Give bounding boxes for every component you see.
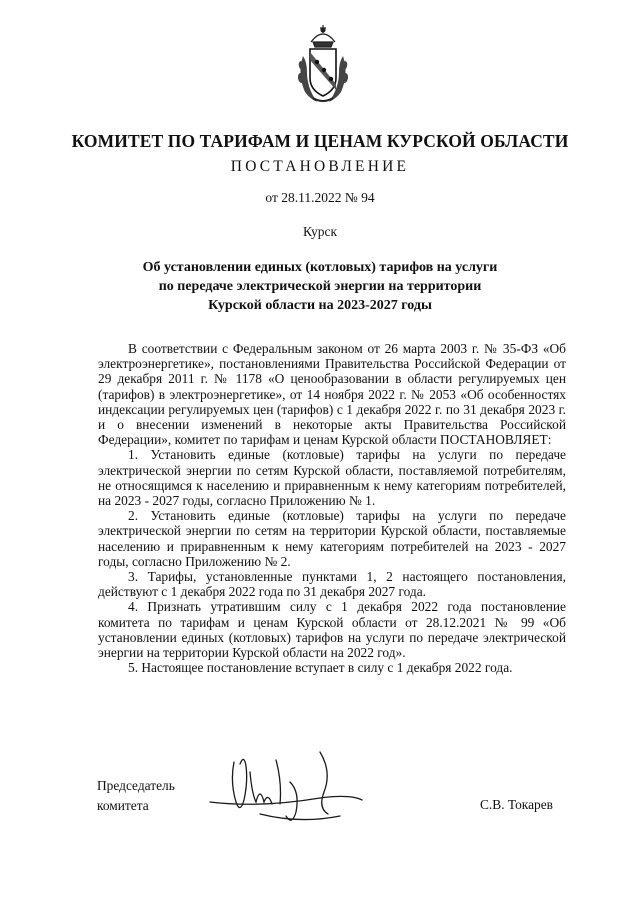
preamble-paragraph: В соответствии с Федеральным законом от 26 марта 2003 г. № 35-ФЗ «Об электроэнергетике», постановлениями Правительства Российской Федерации от 29 декабря 2011 г. № 1178 «О ценообразовании в области регулируемых цен (тарифов) в электроэнергетике», от 14 ноября 2022 г. № 2053 «Об особенностях индексации регулируемых цен (тарифов) с 1 декабря 2022 г. по 31 декабря 2023 г. и о внесении изменений в некоторые акты Правительства Российской Федерации», комитет по тарифам и ценам Курской области ПОСТАНОВЛЯЕТ: [98, 341, 566, 448]
document-date-number: от 28.11.2022 № 94 [265, 190, 375, 205]
signatory-position [97, 776, 175, 816]
document-body [98, 341, 566, 675]
document-title [0, 258, 640, 315]
signatory-position-line: Председатель [97, 778, 175, 793]
handwritten-signature-icon [200, 742, 370, 834]
title-line: Об установлении единых (котловых) тарифов на услуги [142, 260, 498, 275]
title-line: Курской области на 2023-2027 годы [208, 298, 432, 313]
clause-paragraph: 2. Установить единые (котловые) тарифы на услуги по передаче электрической энергии по сетям на территории Курской области, поставляемые населению и приравненным к нему категориям потребителей на 2023 - 2027 годы, согласно Приложению № 2. [98, 508, 566, 569]
committee-name: КОМИТЕТ ПО ТАРИФАМ И ЦЕНАМ КУРСКОЙ ОБЛАСТИ [71, 131, 569, 151]
document-type: ПОСТАНОВЛЕНИЕ [230, 158, 410, 175]
clause-paragraph: 1. Установить единые (котловые) тарифы на услуги по передаче электрической энергии по сетям Курской области, поставляемой потребителям, не относящимся к населению и приравненным к нему категориям потребителей, на 2023 - 2027 годы, согласно Приложению № 1. [98, 447, 566, 509]
kursk-coat-of-arms-icon [295, 22, 351, 106]
signatory-name: С.В. Токарев [480, 797, 553, 812]
clause-paragraph: 4. Признать утратившим силу с 1 декабря 2022 года постановление комитета по тарифам и ценам Курской области от 28.12.2021 № 99 «Об установлении единых (котловых) тарифов на услуги по передаче электрической энергии на территории Курской области на 2022 год». [98, 599, 566, 661]
document-city: Курск [302, 224, 338, 239]
clause-paragraph: 5. Настоящее постановление вступает в силу с 1 декабря 2022 года. [128, 660, 513, 676]
clause-paragraph: 3. Тарифы, установленные пунктами 1, 2 настоящего постановления, действуют с 1 декабря 2022 года по 31 декабря 2027 года. [98, 569, 566, 600]
title-line: по передаче электрической энергии на территории [158, 279, 482, 294]
signatory-position-line: комитета [97, 798, 149, 813]
